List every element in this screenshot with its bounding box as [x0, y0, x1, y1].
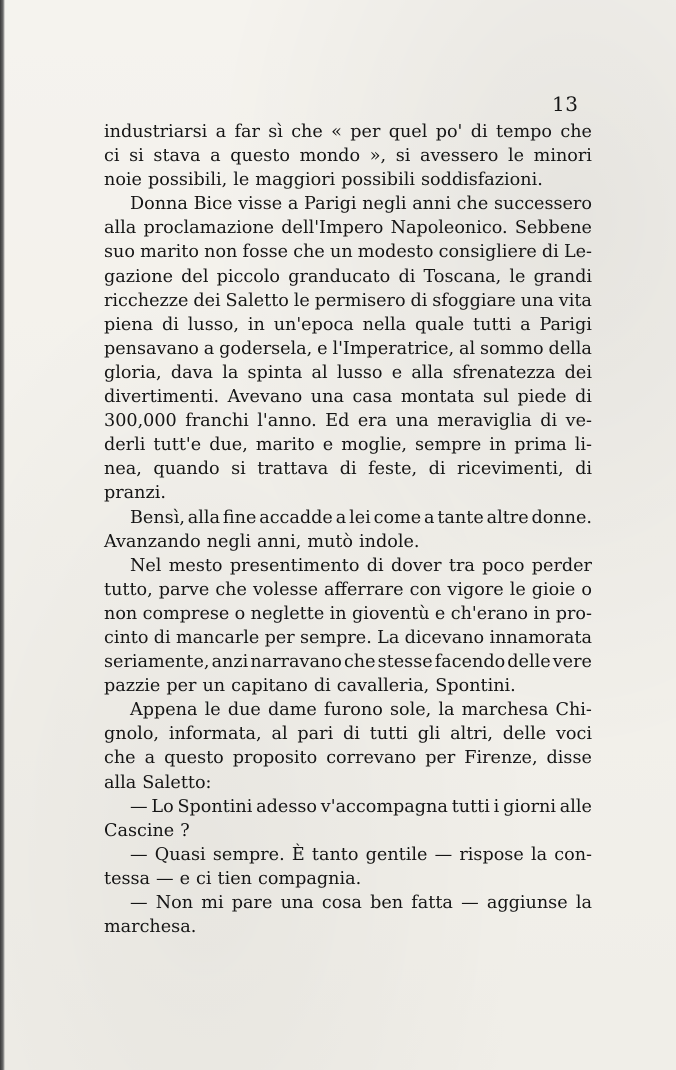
page-number: 13: [552, 92, 579, 116]
text-line: nea, quando si trattava di feste, di ricevimenti, di: [104, 459, 592, 480]
text-line: tessa — e ci tien compagnia.: [104, 868, 362, 889]
text-line: gnolo, informata, al pari di tutti gli altri, delle voci: [104, 724, 592, 745]
text-line: pensavano a godersela, e l'Imperatrice, al sommo della: [104, 338, 592, 359]
text-line: noie possibili, le maggiori possibili soddisfazioni.: [104, 170, 543, 191]
text-line: derli tutt'e due, marito e moglie, sempre in prima li-: [104, 435, 592, 456]
text-line: Cascine ?: [104, 820, 190, 841]
text-line: suo marito non fosse che un modesto consigliere di Le-: [104, 242, 592, 263]
text-line: non comprese o neglette in gioventù e ch'erano in pro-: [104, 603, 592, 624]
text-line: marchesa.: [104, 917, 197, 938]
text-line: 300,000 franchi l'anno. Ed era una meraviglia di ve-: [104, 411, 592, 432]
body-text: [104, 120, 592, 939]
text-line: pranzi.: [104, 483, 166, 504]
text-line: ci si stava a questo mondo », si avessero le minori: [104, 146, 592, 167]
text-line: piena di lusso, in un'epoca nella quale tutti a Parigi: [104, 314, 592, 335]
text-line: cinto di mancarle per sempre. La dicevano innamorata: [104, 627, 592, 648]
binding-edge: [0, 0, 5, 1070]
text-line: alla proclamazione dell'Impero Napoleonico. Sebbene: [104, 218, 592, 239]
text-line: Donna Bice visse a Parigi negli anni che successero: [130, 194, 592, 215]
text-line: che a questo proposito correvano per Firenze, disse: [104, 748, 592, 769]
text-line: tutto, parve che volesse afferrare con vigore le gioie o: [104, 579, 592, 600]
text-line: Appena le due dame furono sole, la marchesa Chi-: [130, 700, 592, 721]
text-line: seriamente, anzi narravano che stesse facendo delle vere: [104, 652, 592, 673]
text-line: — Lo Spontini adesso v'accompagna tutti i giorni alle: [130, 796, 592, 817]
text-line: Nel mesto presentimento di dover tra poco perder: [130, 555, 592, 576]
text-line: industriarsi a far sì che « per quel po' di tempo che: [104, 122, 592, 142]
text-line: ricchezze dei Saletto le permisero di sfoggiare una vita: [104, 290, 592, 311]
text-line: Avanzando negli anni, mutò indole.: [104, 531, 420, 552]
text-line: pazzie per un capitano di cavalleria, Spontini.: [104, 676, 516, 697]
text-line: — Quasi sempre. È tanto gentile — rispose la con-: [130, 844, 592, 865]
text-line: divertimenti. Avevano una casa montata sul piede di: [104, 387, 592, 408]
text-line: gazione del piccolo granducato di Toscana, le grandi: [104, 266, 592, 287]
text-line: — Non mi pare una cosa ben fatta — aggiunse la: [130, 893, 592, 913]
text-line: Bensì, alla fine accadde a lei come a tante altre donne.: [130, 507, 592, 528]
text-line: alla Saletto:: [104, 772, 212, 793]
text-line: gloria, dava la spinta al lusso e alla sfrenatezza dei: [104, 362, 592, 383]
